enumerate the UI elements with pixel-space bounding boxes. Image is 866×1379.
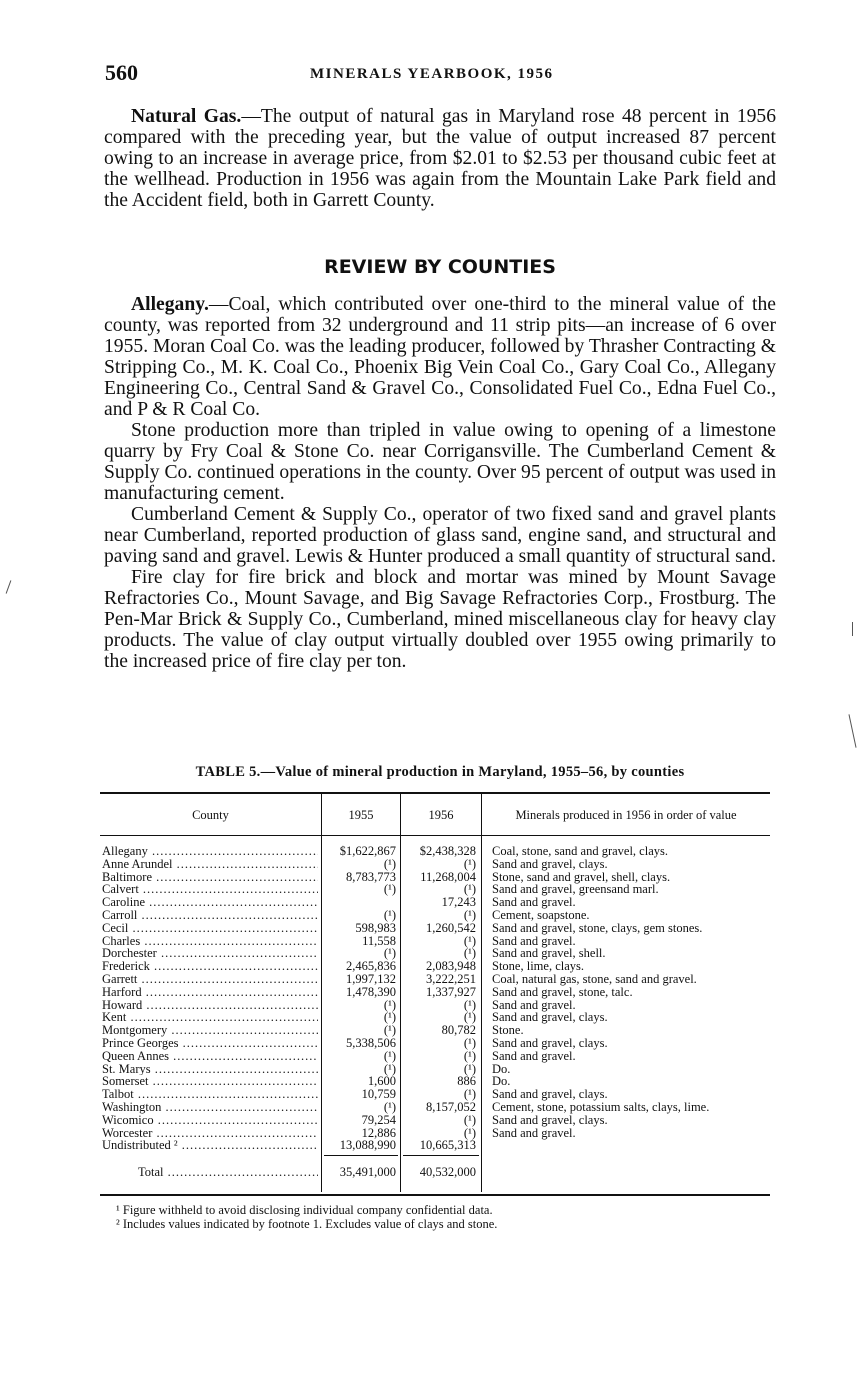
cell-1956: 886 <box>457 1074 476 1089</box>
cell-1955: (¹) <box>383 856 396 871</box>
cell-county: Charles ..... <box>102 935 318 948</box>
cell-1955: (¹) <box>383 1023 396 1038</box>
cell-1955: (¹) <box>383 882 396 897</box>
cell-minerals: Sand and gravel, clays. <box>492 1112 608 1127</box>
section-title: REVIEW BY COUNTIES <box>324 256 556 278</box>
cell-county: Queen Annes ..... <box>102 1050 318 1063</box>
cell-county: Montgomery ..... <box>102 1024 318 1037</box>
allegany-paragraph-4: Fire clay for fire brick and block and mortar was mined by Mount Savage Refractories Co., Mount Savage, and Big Savage Refractories Corp., Frostburg. The Pen-Mar Brick & Supply Co., Cumberland, mined miscellaneous clay for heavy clay products. The value of clay output virtually doubled over 1955 owing primarily to the increased price of fire clay per ton. <box>104 567 776 672</box>
cell-1955: (¹) <box>383 1061 396 1076</box>
cell-minerals: Sand and gravel, stone, talc. <box>492 984 633 999</box>
table-row <box>100 909 770 922</box>
table-row <box>100 999 770 1012</box>
footnote-2: ² Includes values indicated by footnote 1. Excludes value of clays and stone. <box>116 1217 498 1231</box>
table-row <box>100 986 770 999</box>
allegany-paragraph-1 <box>104 294 776 420</box>
allegany-text-1: —Coal, which contributed over one-third to the mineral value of the county, was reported from 32 underground and 11 strip pits—an increase of 6 over 1955. Moran Coal Co. was the leading producer, followed by Thrasher Contracting & Stripping Co., M. K. Coal Co., Phoenix Big Vein Coal Co., Gary Coal Co., Allegany Engineering Co., Central Sand & Gravel Co., Consolidated Fuel Co., Edna Fuel Co., and P & R Coal Co. <box>104 294 776 420</box>
cell-county: Worcester ..... <box>102 1127 318 1140</box>
cell-minerals: Sand and gravel. <box>492 895 576 910</box>
cell-minerals: Coal, natural gas, stone, sand and gravel. <box>492 971 697 986</box>
cell-minerals: Sand and gravel, clays. <box>492 1010 608 1025</box>
cell-1956: $2,438,328 <box>419 844 476 858</box>
cell-county: Talbot ..... <box>102 1088 318 1101</box>
table-row <box>100 1024 770 1037</box>
table-row <box>100 845 770 858</box>
cell-1955: 11,558 <box>362 933 396 948</box>
cell-minerals: Coal, stone, sand and gravel, clays. <box>492 844 668 858</box>
table-top-rule <box>100 792 770 794</box>
table-row <box>100 922 770 935</box>
table-row <box>100 1050 770 1063</box>
cell-1956: (¹) <box>463 1112 476 1127</box>
allegany-paragraph-2: Stone production more than tripled in value owing to opening of a limestone quarry by Fry Coal & Stone Co. near Corrigansville. The Cumberland Cement & Supply Co. continued operations in the county. Over 95 percent of output was used in manufacturing cement. <box>104 420 776 504</box>
cell-1956: (¹) <box>463 907 476 922</box>
natural-gas-paragraph <box>104 106 776 211</box>
cell-1955: 1,997,132 <box>346 971 396 986</box>
table-footnotes <box>116 1203 766 1231</box>
cell-1956: (¹) <box>463 1035 476 1050</box>
cell-minerals: Stone, sand and gravel, shell, clays. <box>492 869 671 884</box>
cell-1956: 1,260,542 <box>426 920 476 935</box>
table-row <box>100 973 770 986</box>
cell-county: Dorchester ..... <box>102 947 318 960</box>
table-row <box>100 871 770 884</box>
cell-1956: (¹) <box>463 1061 476 1076</box>
running-head: MINERALS YEARBOOK, 1956 <box>310 66 554 82</box>
cell-county: St. Marys ..... <box>102 1063 318 1076</box>
scan-mark <box>6 580 12 593</box>
cell-1955: (¹) <box>383 1048 396 1063</box>
cell-minerals: Sand and gravel, clays. <box>492 856 608 871</box>
cell-1955: 598,983 <box>355 920 396 935</box>
cell-minerals: Do. <box>492 1074 511 1089</box>
cell-1956: (¹) <box>463 1087 476 1102</box>
table-row <box>100 935 770 948</box>
cell-minerals: Sand and gravel. <box>492 1125 576 1140</box>
allegany-lead: Allegany. <box>131 294 209 315</box>
table-row <box>100 1011 770 1024</box>
cell-1956: (¹) <box>463 1010 476 1025</box>
table-row <box>100 1139 770 1152</box>
cell-1955: 8,783,773 <box>346 869 396 884</box>
table-row <box>100 1037 770 1050</box>
cell-minerals: Sand and gravel, greensand marl. <box>492 882 659 897</box>
cell-1956: 10,665,313 <box>419 1138 476 1153</box>
cell-county: Cecil ..... <box>102 922 318 935</box>
cell-1955: 13,088,990 <box>339 1138 396 1153</box>
page-number: 560 <box>105 60 138 85</box>
cell-minerals: Sand and gravel. <box>492 1048 576 1063</box>
table-row <box>100 1075 770 1088</box>
cell-1955: (¹) <box>383 1099 396 1114</box>
cell-county: Anne Arundel ..... <box>102 858 318 871</box>
cell-1956: (¹) <box>463 946 476 961</box>
total-rule-1956 <box>403 1155 479 1156</box>
cell-county: Wicomico ..... <box>102 1114 318 1127</box>
table-total-row <box>100 1165 770 1179</box>
table-row <box>100 896 770 909</box>
cell-minerals: Cement, soapstone. <box>492 907 590 922</box>
allegany-paragraph-3: Cumberland Cement & Supply Co., operator of two fixed sand and gravel plants near Cumberland, reported production of glass sand, engine sand, and structural and paving sand and gravel. Lewis & Hunter produced a small quantity of structural sand. <box>104 504 776 567</box>
table-row <box>100 858 770 871</box>
cell-county: Kent ..... <box>102 1011 318 1024</box>
table-row <box>100 1101 770 1114</box>
cell-minerals: Stone, lime, clays. <box>492 959 584 974</box>
table-row <box>100 883 770 896</box>
cell-minerals: Sand and gravel, shell. <box>492 946 606 961</box>
cell-county: Somerset ..... <box>102 1075 318 1088</box>
total-label: Total ..... <box>138 1165 318 1180</box>
cell-1956: 8,157,052 <box>426 1099 476 1114</box>
cell-minerals: Do. <box>492 1061 511 1076</box>
cell-county: Undistributed ² ..... <box>102 1139 318 1152</box>
cell-minerals: Sand and gravel. <box>492 933 576 948</box>
natural-gas-lead: Natural Gas. <box>131 106 242 127</box>
cell-minerals: Sand and gravel, clays. <box>492 1035 608 1050</box>
column-header-county: County <box>192 808 229 822</box>
cell-1956: 3,222,251 <box>426 971 476 986</box>
table-body <box>100 845 770 1152</box>
cell-1955: 79,254 <box>361 1112 396 1127</box>
cell-minerals: Cement, stone, potassium salts, clays, lime. <box>492 1099 710 1114</box>
cell-1956: (¹) <box>463 1048 476 1063</box>
cell-1956: 80,782 <box>441 1023 476 1038</box>
table-row <box>100 1063 770 1076</box>
cell-1956: (¹) <box>463 997 476 1012</box>
cell-1955: (¹) <box>383 907 396 922</box>
cell-1955: (¹) <box>383 946 396 961</box>
cell-county: Frederick ..... <box>102 960 318 973</box>
cell-1955: (¹) <box>383 997 396 1012</box>
cell-1956: (¹) <box>463 933 476 948</box>
scan-mark <box>848 714 856 747</box>
cell-1956: (¹) <box>463 882 476 897</box>
column-header-1955: 1955 <box>348 808 374 822</box>
cell-1956: (¹) <box>463 856 476 871</box>
cell-county: Carroll ..... <box>102 909 318 922</box>
cell-county: Garrett ..... <box>102 973 318 986</box>
cell-minerals: Stone. <box>492 1023 524 1038</box>
cell-1955: 1,600 <box>367 1074 396 1089</box>
cell-county: Allegany ..... <box>102 845 318 858</box>
cell-1955: $1,622,867 <box>339 844 396 858</box>
cell-county: Prince Georges ..... <box>102 1037 318 1050</box>
cell-1955: 2,465,836 <box>346 959 396 974</box>
cell-county: Harford ..... <box>102 986 318 999</box>
column-header-minerals: Minerals produced in 1956 in order of value <box>515 808 737 822</box>
scan-mark <box>852 622 853 636</box>
allegany-section <box>104 294 776 672</box>
cell-minerals: Sand and gravel, stone, clays, gem stones. <box>492 920 703 935</box>
page-header <box>105 60 777 90</box>
cell-1955: 12,886 <box>361 1125 396 1140</box>
cell-1955: 10,759 <box>361 1087 396 1102</box>
cell-1955: 1,478,390 <box>346 984 396 999</box>
total-1955: 35,491,000 <box>339 1165 396 1179</box>
natural-gas-section <box>104 106 776 211</box>
total-rule-1955 <box>324 1155 398 1156</box>
cell-1956: (¹) <box>463 1125 476 1140</box>
table-header-rule <box>100 835 770 836</box>
table-row <box>100 1114 770 1127</box>
cell-minerals: Sand and gravel. <box>492 997 576 1012</box>
footnote-1: ¹ Figure withheld to avoid disclosing individual company confidential data. <box>116 1203 493 1217</box>
cell-1956: 17,243 <box>441 895 476 910</box>
cell-county: Calvert ..... <box>102 883 318 896</box>
cell-county: Baltimore ..... <box>102 871 318 884</box>
table-bottom-rule <box>100 1194 770 1196</box>
cell-1955: 5,338,506 <box>346 1035 396 1050</box>
mineral-production-table <box>100 792 770 1197</box>
cell-county: Caroline ..... <box>102 896 318 909</box>
cell-county: Washington ..... <box>102 1101 318 1114</box>
table-caption: TABLE 5.—Value of mineral production in Maryland, 1955–56, by counties <box>195 764 685 780</box>
column-header-1956: 1956 <box>428 808 454 822</box>
total-1956: 40,532,000 <box>419 1165 476 1179</box>
cell-minerals: Sand and gravel, clays. <box>492 1087 608 1102</box>
cell-1956: 1,337,927 <box>426 984 476 999</box>
natural-gas-text: —The output of natural gas in Maryland rose 48 percent in 1956 compared with the preceding year, but the value of output increased 87 percent owing to an increase in average price, from $2.01 to $2.53 per thousand cubic feet at the wellhead. Production in 1956 was again from the Mountain Lake Park field and the Accident field, both in Garrett County. <box>104 106 777 211</box>
cell-1955: (¹) <box>383 1010 396 1025</box>
cell-1956: 11,268,004 <box>420 869 476 884</box>
cell-county: Howard ..... <box>102 999 318 1012</box>
cell-1956: 2,083,948 <box>426 959 476 974</box>
